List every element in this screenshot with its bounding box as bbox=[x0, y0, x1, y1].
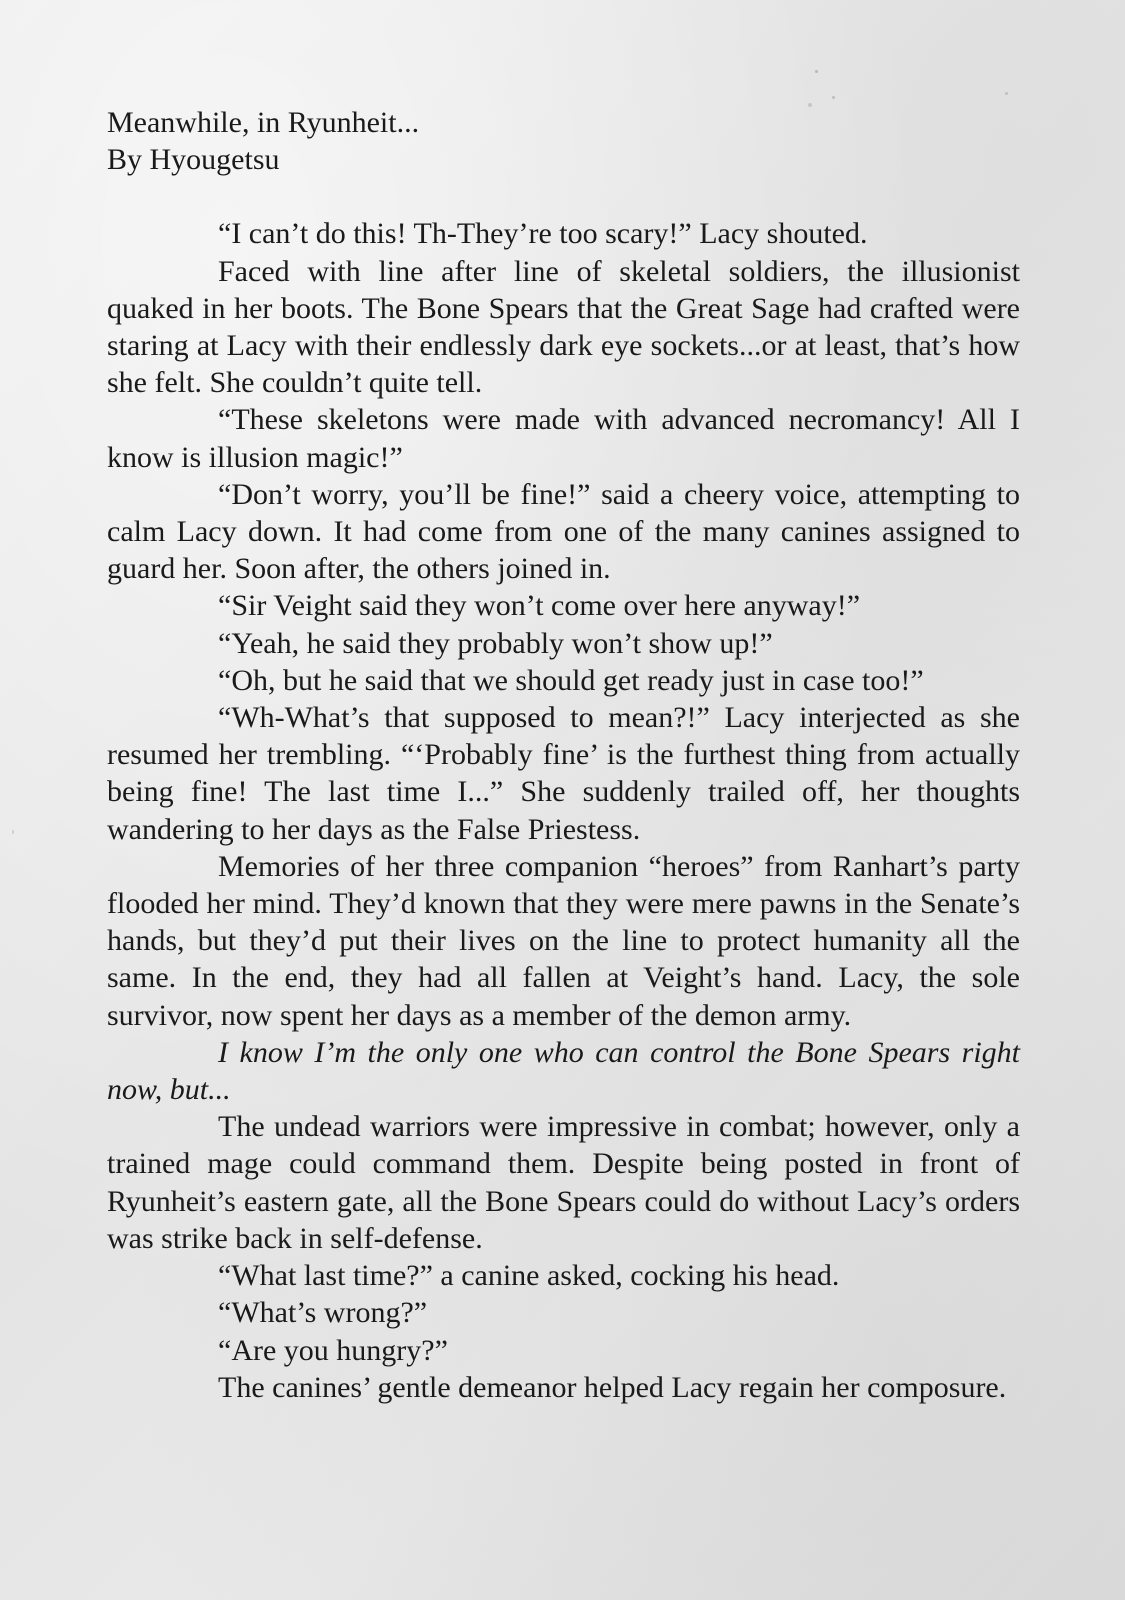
paragraph: “I can’t do this! Th-They’re too scary!” Lacy shouted. bbox=[218, 217, 868, 251]
paragraph: “What’s wrong?” bbox=[218, 1296, 428, 1330]
paragraph: “Sir Veight said they won’t come over here anyway!” bbox=[218, 589, 861, 623]
paper-speck bbox=[832, 96, 835, 99]
paragraph-italic-thought: I know I’m the only one who can control the Bone Spears right now, but... bbox=[107, 1035, 1020, 1107]
title-gap bbox=[107, 178, 1020, 215]
paragraph: “Yeah, he said they probably won’t show up!” bbox=[218, 626, 773, 660]
paragraph: “Oh, but he said that we should get ready just in case too!” bbox=[218, 663, 924, 697]
paragraph: “Are you hungry?” bbox=[218, 1333, 448, 1367]
paragraph: “These skeletons were made with advanced necromancy! All I know is illusion magic!” bbox=[107, 403, 1020, 474]
paragraph: “What last time?” a canine asked, cocking his head. bbox=[218, 1259, 840, 1293]
story-title: Meanwhile, in Ryunheit... bbox=[107, 106, 420, 139]
paragraph: Memories of her three companion “heroes” from Ranhart’s party flooded her mind. They’d known that they were mere pawns in the Senate’s hands, but they’d put their lives on the line to protect humanity all the same. In the end, they had all fallen at Veight’s hand. Lacy, the sole survivor, now spent her days as a member of the demon army. bbox=[107, 849, 1020, 1032]
paragraph: “Wh-What’s that supposed to mean?!” Lacy interjected as she resumed her trembling. “‘Probably fine’ is the furthest thing from actually being fine! The last time I...” She suddenly trailed off, her thoughts wandering to her days as the False Priestess. bbox=[107, 701, 1020, 846]
paper-speck bbox=[1005, 92, 1008, 95]
paragraph: “Don’t worry, you’ll be fine!” said a cheery voice, attempting to calm Lacy down. It had come from one of the many canines assigned to guard her. Soon after, the others joined in. bbox=[107, 477, 1020, 586]
paragraph: The canines’ gentle demeanor helped Lacy regain her composure. bbox=[218, 1370, 1007, 1404]
paper-speck bbox=[12, 830, 14, 834]
paper-speck bbox=[815, 70, 818, 73]
paragraph: The undead warriors were impressive in combat; however, only a trained mage could command them. Despite being posted in front of Ryunheit’s eastern gate, all the Bone Spears could do without Lacy’s orders was strike back in self-defense. bbox=[107, 1110, 1020, 1255]
paragraph: Faced with line after line of skeletal soldiers, the illusionist quaked in her boots. The Bone Spears that the Great Sage had crafted were staring at Lacy with their endlessly dark eye sockets...or at least, that’s how she felt. She couldn’t quite tell. bbox=[107, 254, 1020, 400]
story-text bbox=[107, 104, 1020, 1406]
story-byline: By Hyougetsu bbox=[107, 143, 280, 177]
